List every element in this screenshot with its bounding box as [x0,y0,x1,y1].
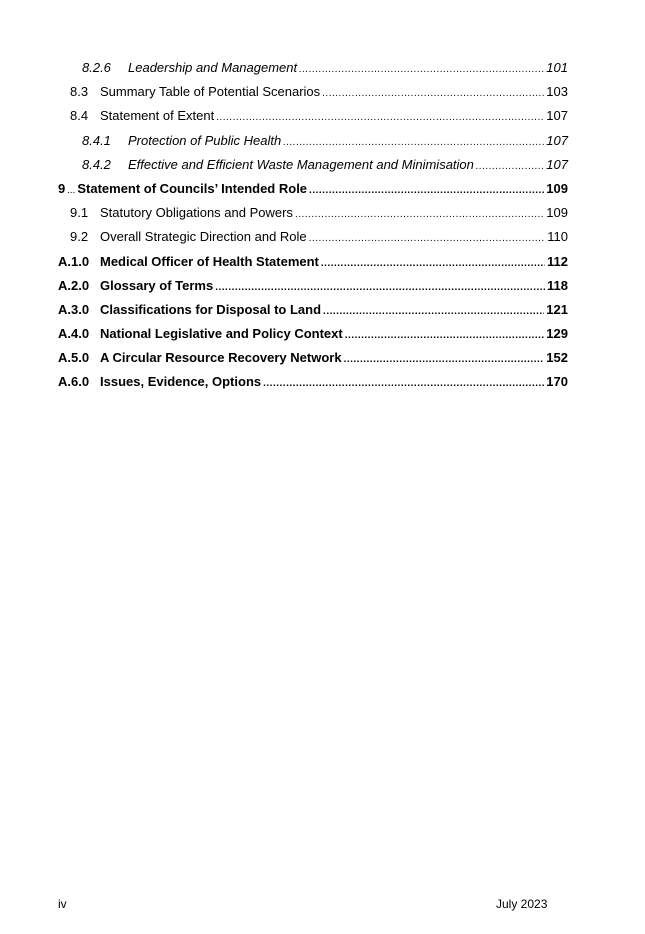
toc-leader [323,300,544,324]
toc-leader [322,82,544,106]
toc-title: Statement of Councils’ Intended Role [77,180,308,196]
toc-page: 107 [546,132,568,148]
toc-number: 8.3 [70,84,89,100]
toc-title: Classifications for Disposal to Land [100,301,322,317]
toc-page: 107 [546,108,568,124]
toc-title: Summary Table of Potential Scenarios [100,84,321,100]
toc-leader [344,348,545,372]
toc-title: Statement of Extent [100,108,215,124]
toc-number: 8.4.1 [82,132,111,148]
toc-page: 109 [546,205,568,221]
footer-date: July 2023 [496,897,548,911]
toc-title: Issues, Evidence, Options [100,374,262,390]
toc-entry[interactable] [58,250,568,274]
toc-leader: ... [67,184,76,196]
toc-title: National Legislative and Policy Context [100,326,343,342]
toc-number: 8.2.6 [82,60,111,75]
toc-leader [299,58,544,82]
toc-entry[interactable] [58,153,568,177]
toc-number: A.3.0 [58,301,90,317]
toc-entry[interactable] [58,104,568,128]
toc-number: A.1.0 [58,253,90,269]
toc-entry[interactable] [58,129,568,153]
toc-leader [476,155,544,179]
toc-number: 9 [58,180,66,196]
toc-entry[interactable] [58,225,568,249]
toc-number: A.5.0 [58,350,90,366]
toc-page: 103 [546,84,568,100]
toc-leader [345,324,545,348]
toc-entry[interactable] [58,201,568,225]
toc-page: 118 [547,277,568,293]
toc-page: 107 [546,156,568,172]
toc-page: 129 [546,326,568,342]
toc-number: 9.2 [70,229,89,245]
toc-title: Glossary of Terms [100,277,214,293]
toc-title: Medical Officer of Health Statement [100,253,319,269]
toc-page: 152 [546,350,568,366]
toc-leader [283,131,544,155]
toc-leader [216,106,544,130]
footer-page-number: iv [58,897,67,911]
table-of-contents [58,56,568,395]
toc-leader [309,179,544,203]
toc-leader [309,227,546,251]
toc-page: 109 [546,180,568,196]
toc-page: 112 [547,253,568,269]
toc-number: A.4.0 [58,326,90,342]
toc-page: 121 [546,301,568,317]
toc-number: A.6.0 [58,374,90,390]
toc-leader [263,372,544,396]
toc-entry[interactable] [58,346,568,370]
toc-number: 8.4 [70,108,89,124]
toc-title: Overall Strategic Direction and Role [100,229,307,245]
toc-entry[interactable] [58,56,568,80]
toc-entry[interactable] [58,298,568,322]
toc-title: A Circular Resource Recovery Network [100,350,342,366]
toc-entry[interactable] [58,322,568,346]
toc-number: 9.1 [70,205,89,221]
toc-leader [321,252,545,276]
toc-entry[interactable] [58,370,568,394]
toc-page: 101 [546,60,568,75]
toc-title: Leadership and Management [128,60,298,75]
toc-number: A.2.0 [58,277,90,293]
toc-entry[interactable] [58,274,568,298]
toc-number: 8.4.2 [82,156,111,172]
toc-title: Protection of Public Health [128,132,282,148]
toc-entry[interactable] [58,80,568,104]
toc-page: 170 [546,374,568,390]
toc-page: 110 [547,229,568,245]
toc-title: Effective and Efficient Waste Management and Minimisation [128,156,474,172]
toc-leader [295,203,544,227]
toc-title: Statutory Obligations and Powers [100,205,293,221]
toc-entry[interactable] [58,177,568,201]
toc-leader [215,276,545,300]
